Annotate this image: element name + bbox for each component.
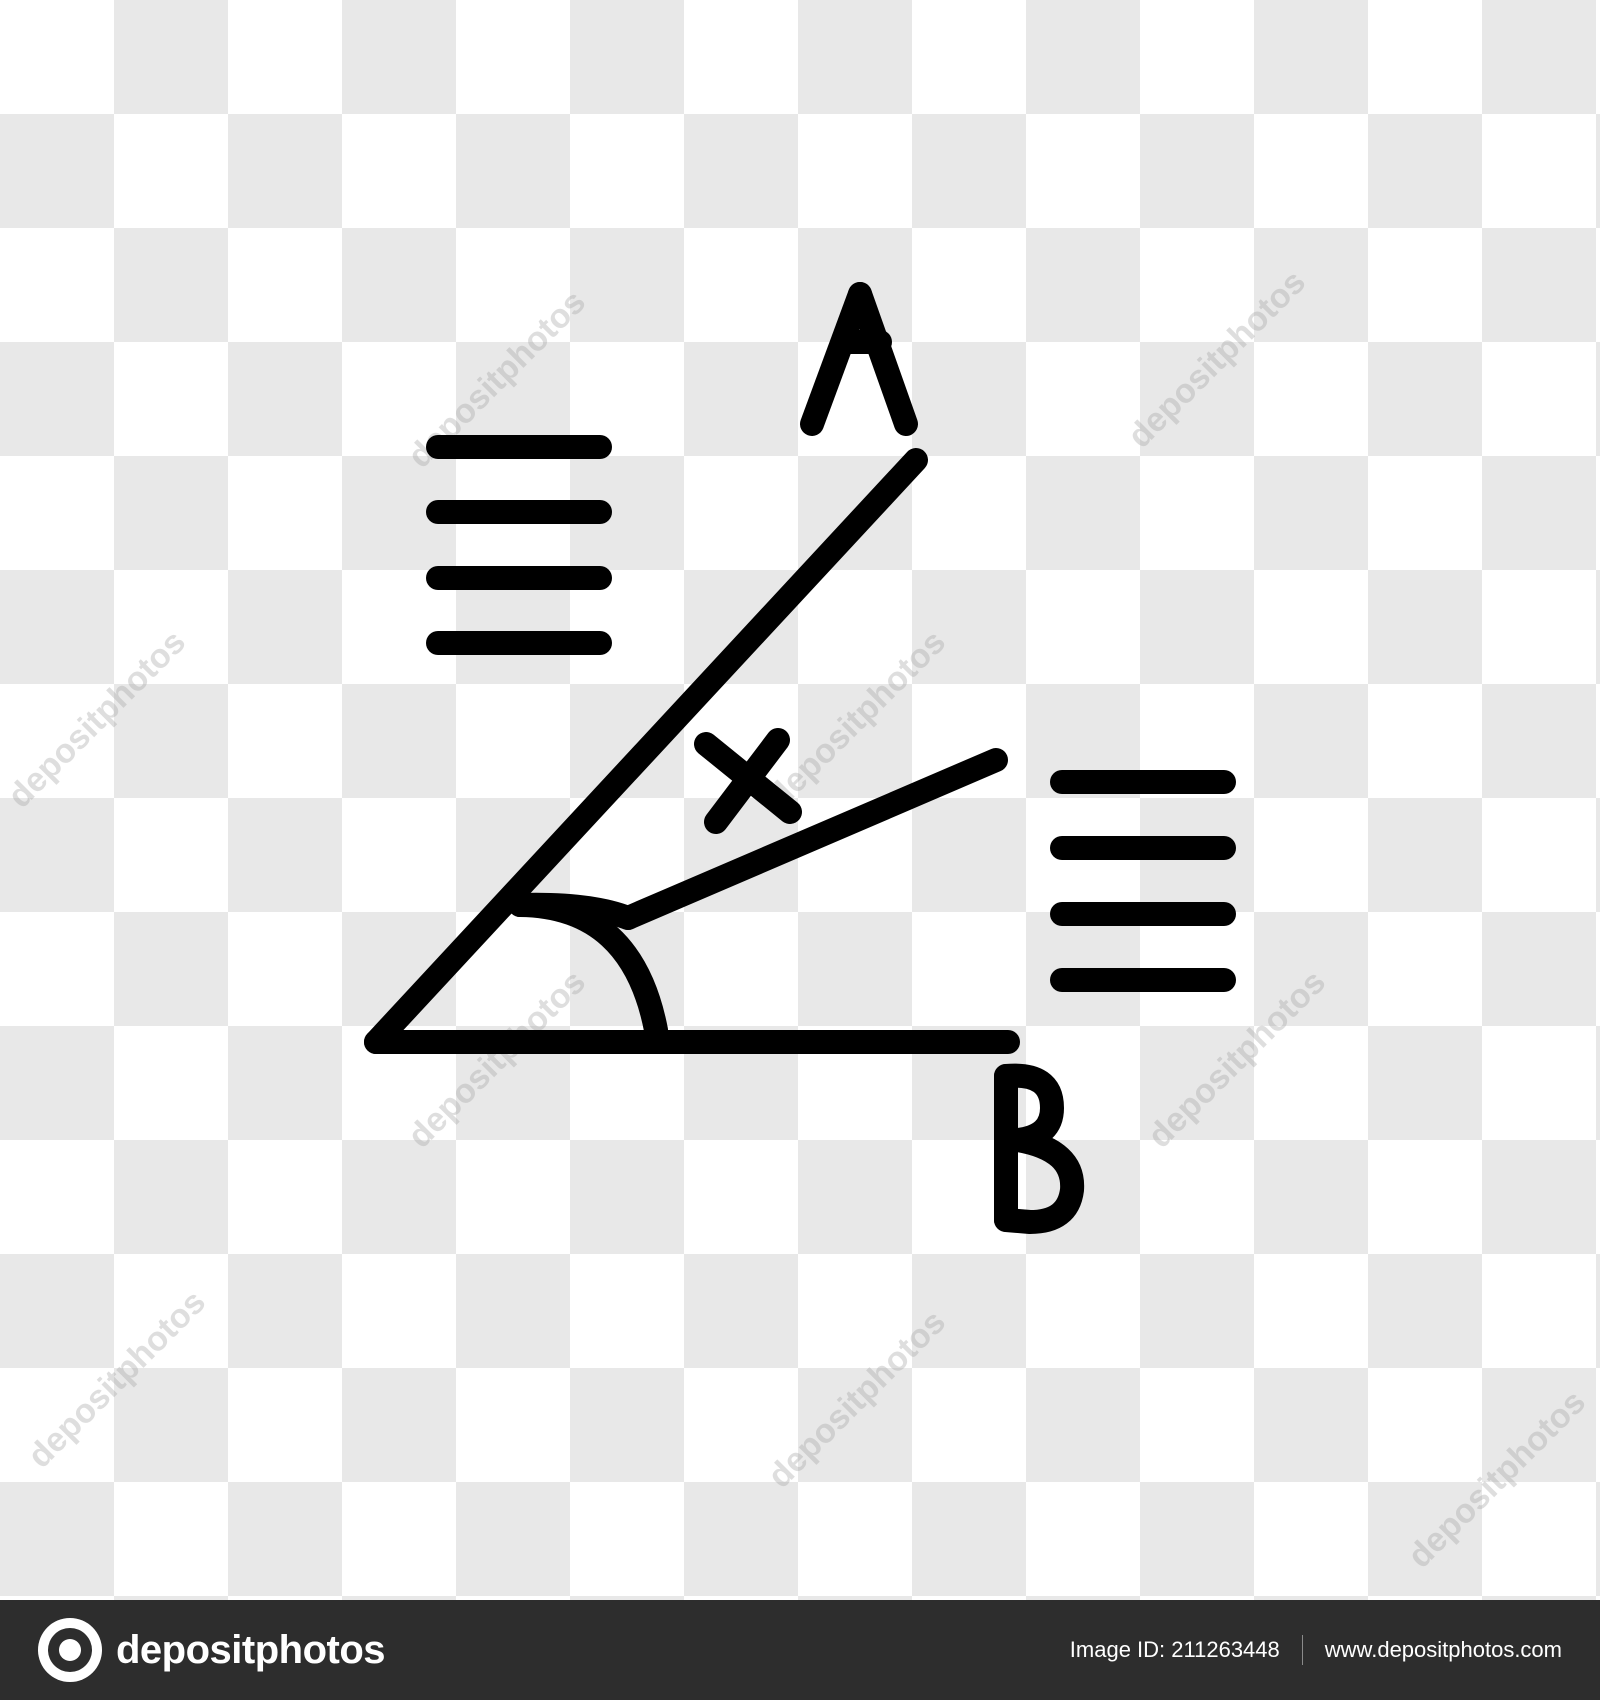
label-x: x xyxy=(748,779,749,781)
watermark-text: depositphotos xyxy=(1120,262,1313,456)
website-link[interactable]: www.depositphotos.com xyxy=(1324,1637,1562,1662)
footer-divider xyxy=(1302,1635,1303,1665)
letter-a-stroke xyxy=(860,294,906,424)
footer-bar xyxy=(0,1600,1600,1700)
image-id: Image ID: 211263448 xyxy=(1069,1637,1280,1662)
brand-logo-group[interactable] xyxy=(38,1618,385,1682)
watermark-text: depositphotos xyxy=(20,1282,213,1476)
watermark-text: depositphotos xyxy=(760,622,953,816)
brand-name: depositphotos xyxy=(116,1627,386,1672)
label-a: A xyxy=(860,299,862,301)
watermark-text: depositphotos xyxy=(400,962,593,1156)
footer-info xyxy=(1070,1635,1562,1665)
watermark-text: depositphotos xyxy=(760,1302,953,1496)
watermark-text: depositphotos xyxy=(1400,1382,1593,1576)
ray-a-line xyxy=(376,460,916,1042)
bisector-line xyxy=(628,760,996,918)
angle-arc-inner xyxy=(520,905,628,918)
depositphotos-logo-icon xyxy=(38,1618,102,1682)
watermark-text: depositphotos xyxy=(1140,962,1333,1156)
watermark-text: depositphotos xyxy=(400,282,593,476)
label-b: B xyxy=(1030,1149,1032,1151)
letter-a-stroke xyxy=(812,294,860,424)
watermark-text: depositphotos xyxy=(0,622,193,816)
